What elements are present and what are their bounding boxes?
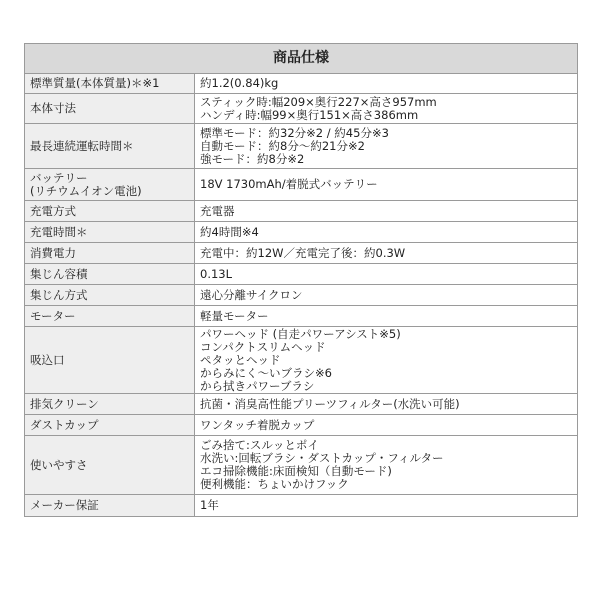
spec-row [25,436,578,495]
spec-value [195,495,578,517]
spec-value-text: からみにく〜いブラシ※6 [200,365,332,380]
spec-label-text: 充電時間＊ [30,224,88,239]
spec-label-text: 最長連続運転時間＊ [30,138,134,153]
spec-label [25,436,195,495]
spec-value-text: 軽量モーター [200,308,269,323]
spec-value-text: 抗菌・消臭高性能プリーツフィルター(水洗い可能) [200,396,460,411]
spec-value [195,436,578,495]
spec-label-text: 本体寸法 [30,101,76,115]
spec-row [25,285,578,306]
spec-label-text: 集じん方式 [30,287,88,302]
spec-label [25,243,195,264]
spec-value [195,201,578,222]
spec-label-text: 充電方式 [30,203,76,218]
spec-value [195,394,578,415]
spec-table-body [25,74,578,517]
spec-value-text: 水洗い:回転ブラシ・ダストカップ・フィルター [200,451,444,465]
spec-value [195,264,578,285]
spec-value [195,124,578,169]
spec-value [195,74,578,94]
spec-value [195,94,578,124]
spec-label [25,201,195,222]
spec-row [25,495,578,517]
spec-value-text: 標準モード：約32分※2 / 約45分※3 [200,125,389,140]
spec-row [25,394,578,415]
spec-value-text: 0.13L [200,266,233,281]
spec-value-text: 約1.2(0.84)kg [200,76,279,90]
spec-label [25,94,195,124]
spec-row [25,124,578,169]
spec-value-text: コンパクトスリムヘッド [200,339,326,354]
spec-value-text: 約4時間※4 [200,224,259,239]
spec-label [25,222,195,243]
spec-value-text: ごみ捨て:スルッとポイ [200,438,319,452]
spec-value [195,327,578,394]
spec-row [25,415,578,436]
spec-row [25,306,578,327]
spec-row [25,243,578,264]
spec-label-text: 消費電力 [30,245,76,260]
spec-value-text: ワンタッチ着脱カップ [200,417,315,432]
spec-value [195,415,578,436]
spec-label-text: メーカー保証 [30,498,99,512]
spec-row [25,222,578,243]
spec-value-text: 便利機能：ちょいかけフック [200,477,349,491]
spec-label [25,285,195,306]
spec-label [25,394,195,415]
spec-label [25,264,195,285]
spec-row [25,327,578,394]
spec-row [25,201,578,222]
spec-value-text: スティック時:幅209×奥行227×高さ957mm [200,94,437,109]
spec-row [25,94,578,124]
spec-row [25,169,578,201]
spec-table-title: 商品仕様 [25,44,578,74]
spec-table-header [25,44,578,74]
spec-row [25,74,578,94]
spec-value-text: 充電器 [200,203,235,218]
spec-label [25,495,195,517]
spec-row [25,264,578,285]
spec-value-text: 自動モード：約8分〜約21分※2 [200,138,365,153]
spec-value-text: から拭きパワーブラシ [200,378,315,393]
spec-label-text: 標準質量(本体質量)＊※1 [30,76,160,90]
spec-label-text: (リチウムイオン電池) [30,183,142,198]
spec-label [25,74,195,94]
spec-label-text: 集じん容積 [30,266,88,281]
spec-label-text: バッテリー [30,170,88,185]
spec-value [195,222,578,243]
spec-value-text: ペタッとヘッド [200,352,281,367]
spec-label-text: 排気クリーン [30,396,99,411]
spec-label-text: 吸込口 [30,352,65,367]
spec-value-text: 18V 1730mAh/着脱式バッテリー [200,177,378,191]
spec-label [25,415,195,436]
spec-value-text: 1年 [200,498,219,512]
spec-value-text: 遠心分離サイクロン [200,287,303,302]
spec-label-text: モーター [30,308,76,323]
spec-label-text: ダストカップ [30,417,99,432]
spec-label-text: 使いやすさ [30,457,88,472]
spec-value-text: ハンディ時:幅99×奥行151×高さ386mm [200,107,419,122]
spec-value-text: 充電中：約12W／充電完了後：約0.3W [200,245,406,260]
spec-table [24,43,578,517]
spec-label [25,327,195,394]
spec-label [25,124,195,169]
spec-value-text: パワーヘッド (自走パワーアシスト※5) [200,326,401,341]
spec-value [195,306,578,327]
spec-value [195,243,578,264]
spec-value-text: エコ掃除機能:床面検知（自動モード) [200,464,392,478]
spec-label [25,306,195,327]
spec-label [25,169,195,201]
spec-value [195,169,578,201]
spec-value [195,285,578,306]
spec-value-text: 強モード：約8分※2 [200,151,305,166]
